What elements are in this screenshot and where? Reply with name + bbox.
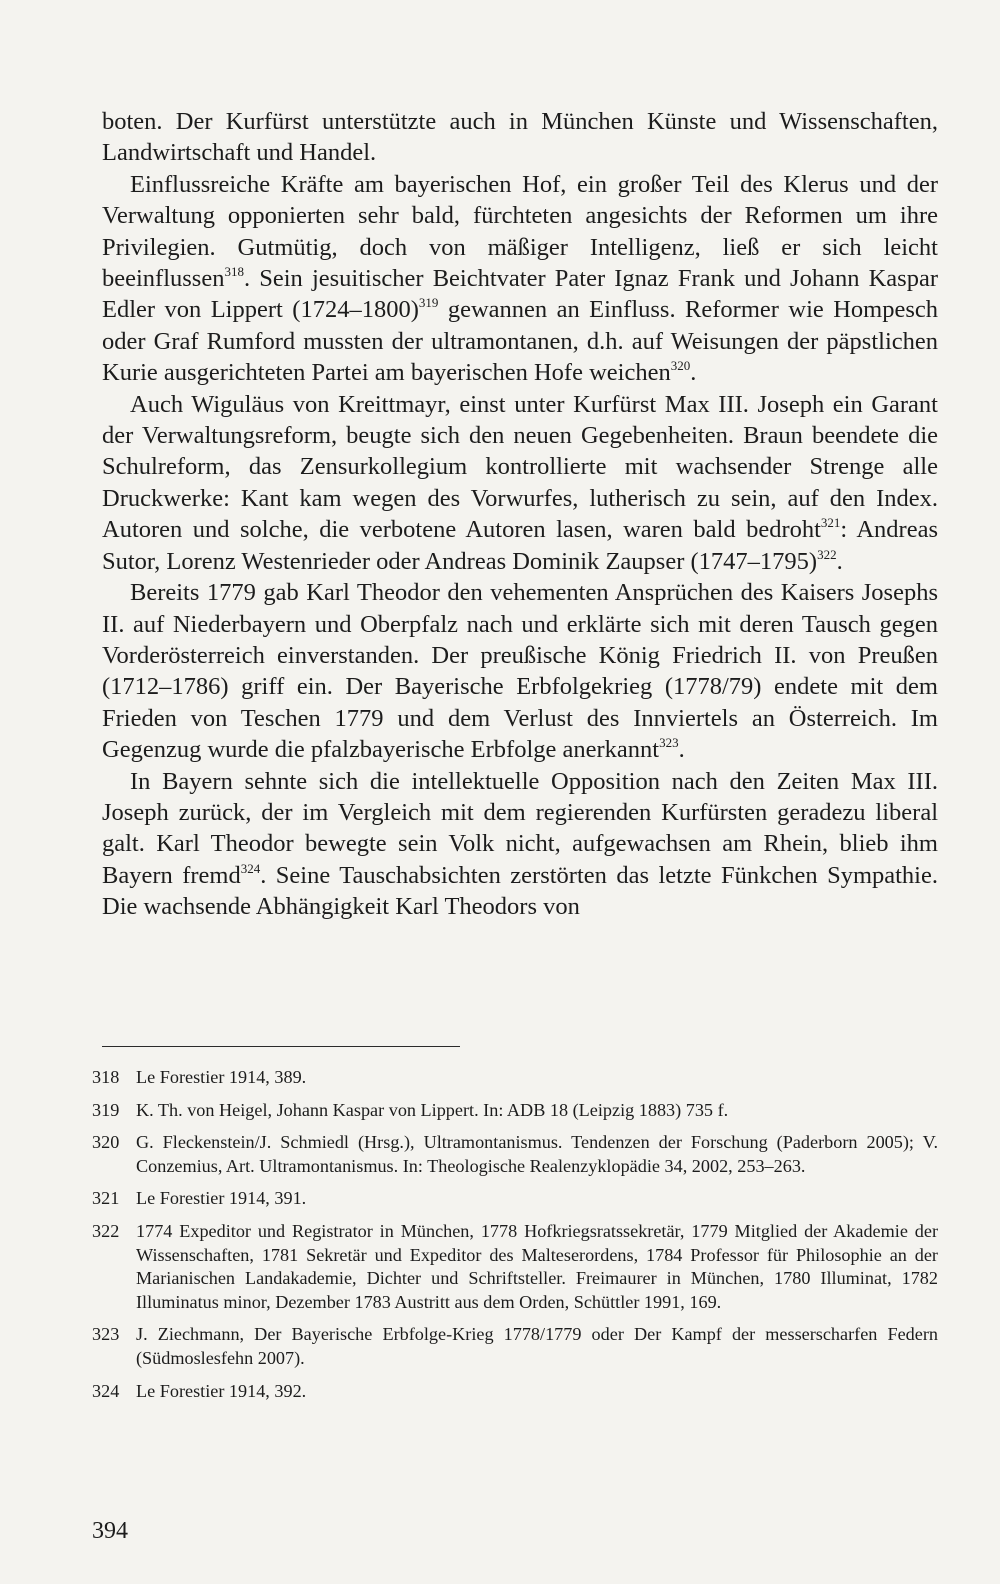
paragraph-5: In Bayern sehnte sich die intellektuelle Opposition nach den Zeiten Max III. Joseph zurück, der im Vergleich mit dem regierenden Kurfürsten geradezu liberal galt. Karl Theodor bewegte sein Volk nicht, aufgewachsen am Rhein, blieb ihm Bayern fremd$^{324}$. Seine Tauschabsichten zerstörten das letzte Fünkchen Sympathie. Die wachsende Abhängigkeit Karl Theodors von xyxy=(102,767,938,921)
footnote-ref-321: 321 xyxy=(820,515,841,531)
footnote-number: 322 xyxy=(92,1220,120,1241)
footnote-text: K. Th. von Heigel, Johann Kaspar von Lippert. In: ADB 18 (Leipzig 1883) 735 f. xyxy=(136,1099,729,1120)
footnote-text: Le Forestier 1914, 392. xyxy=(136,1380,307,1401)
footnote-ref-318: 318 xyxy=(224,264,244,280)
footnote-ref-320: 320 xyxy=(670,358,691,374)
footnote-ref-323: 323 xyxy=(659,735,679,751)
footnote-322 xyxy=(92,1220,938,1314)
paragraph-1: boten. Der Kurfürst unterstützte auch in München Künste und Wissenschaften, Landwirtschaft und Handel. xyxy=(102,108,938,167)
footnote-text: Le Forestier 1914, 389. xyxy=(136,1067,307,1087)
footnote-number: 319 xyxy=(92,1099,120,1120)
footnote-320 xyxy=(92,1131,938,1178)
footnote-number: 320 xyxy=(92,1132,120,1153)
footnote-318 xyxy=(92,1066,938,1090)
footnote-324 xyxy=(92,1380,938,1404)
body-text xyxy=(102,106,938,923)
footnote-number: 323 xyxy=(92,1324,120,1345)
footnote-number: 321 xyxy=(92,1188,120,1209)
footnote-text: J. Ziechmann, Der Bayerische Erbfolge-Krieg 1778/1779 oder Der Kampf der messerscharfen Federn (Südmoslesfehn 2007). xyxy=(136,1324,938,1368)
footnote-323 xyxy=(92,1323,938,1370)
footnotes xyxy=(92,1066,938,1412)
main-text-block xyxy=(102,106,938,923)
footnote-319 xyxy=(92,1099,938,1123)
footnote-separator xyxy=(102,1046,460,1047)
paragraph-4: Bereits 1779 gab Karl Theodor den vehementen Ansprüchen des Kaisers Josephs II. auf Niederbayern und Oberpfalz nach und erklärte sich mit deren Tausch gegen Vorderösterreich einverstanden. Der preußische König Friedrich II. von Preußen (1712–1786) griff ein. Der Bayerische Erbfolgekrieg (1778/79) endete mit dem Frieden von Teschen 1779 und dem Verlust des Innviertels an Österreich. Im Gegenzug wurde die pfalzbayerische Erbfolge anerkannt$^{323}$. xyxy=(102,579,938,764)
footnote-ref-322: 322 xyxy=(817,546,837,562)
footnote-number: 318 xyxy=(92,1067,120,1087)
paragraph-3: Auch Wiguläus von Kreittmayr, einst unter Kurfürst Max III. Joseph ein Garant der Verwaltungsreform, beugte sich den neuen Gegebenheiten. Braun beendete die Schulreform, das Zensurkollegium kontrollierte mit wachsender Strenge alle Druckwerke: Kant kam wegen des Vorwurfes, lutherisch zu sein, auf den Index. Autoren und solche, die verbotene Autoren lasen, waren bald bedroht$^{321}$: Andreas Sutor, Lorenz Westenrieder oder Andreas Dominik Zaupser (1747–1795)$^{322}$. xyxy=(102,390,938,575)
footnote-text: G. Fleckenstein/J. Schmiedl (Hrsg.), Ultramontanismus. Tendenzen der Forschung (Paderborn 2005); V. Conzemius, Art. Ultramontanismus. In: Theologische Realenzyklopädie 34, 2002, 253–263. xyxy=(136,1132,938,1176)
footnote-number: 324 xyxy=(92,1380,120,1401)
paragraph-2: Einflussreiche Kräfte am bayerischen Hof, ein großer Teil des Klerus und der Verwaltung opponierten sehr bald, fürchteten angesichts der Reformen um ihre Privilegien. Gutmütig, doch von mäßiger Intelligenz, ließ er sich leicht beeinflussen$^{318}$. Sein jesuitischer Beichtvater Pater Ignaz Frank und Johann Kaspar Edler von Lippert (1724–1800)$^{319}$ gewannen an Einfluss. Reformer wie Hompesch oder Graf Rumford mussten der ultramontanen, d.h. auf Weisungen der päpstlichen Kurie ausgerichteten Partei am bayerischen Hofe weichen$^{320}$. xyxy=(102,170,938,387)
footnote-ref-319: 319 xyxy=(418,295,439,311)
footnote-text: Le Forestier 1914, 391. xyxy=(136,1188,307,1209)
footnote-321 xyxy=(92,1187,938,1211)
footnote-ref-324: 324 xyxy=(240,860,261,876)
footnote-text: 1774 Expeditor und Registrator in München, 1778 Hofkriegsratssekretär, 1779 Mitglied der Akademie der Wissenschaften, 1781 Sekretär und Expeditor des Malteserordens, 1784 Professor für Philosophie an der Marianischen Landakademie, Dichter und Schriftsteller. Freimaurer in München, 1780 Illuminat, 1782 Illuminatus minor, Dezember 1783 Austritt aus dem Orden, Schüttler 1991, 169. xyxy=(136,1220,938,1312)
page-number: 394 xyxy=(92,1518,128,1544)
